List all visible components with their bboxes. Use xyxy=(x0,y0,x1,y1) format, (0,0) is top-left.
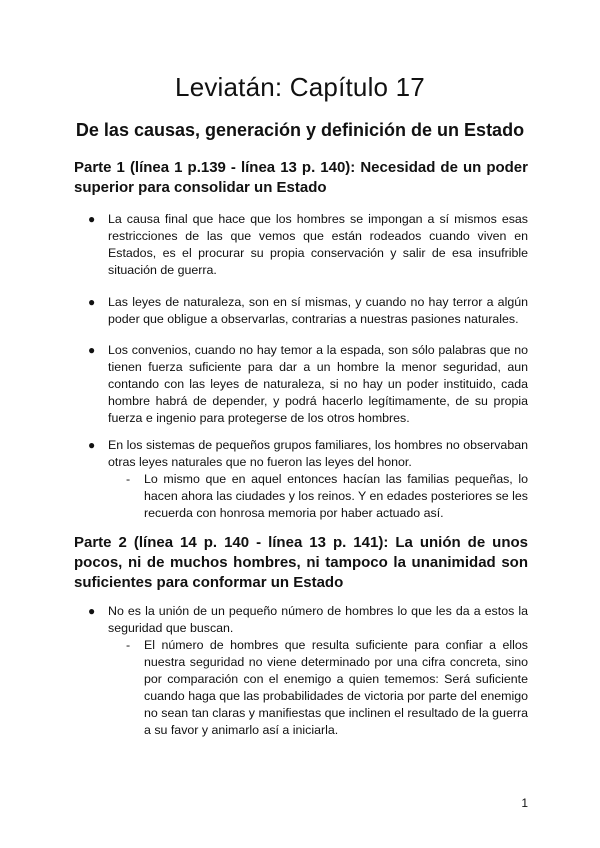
bullet-icon: ● xyxy=(88,295,96,309)
bullet-icon: ● xyxy=(88,604,96,618)
bullet-text: No es la unión de un pequeño número de hombres lo que les da a estos la seguridad que buscan. xyxy=(108,604,528,635)
section-heading-part2: Parte 2 (línea 14 p. 140 - línea 13 p. 141): La unión de unos pocos, ni de muchos hombres, ni tampoco la unanimidad son suficientes para conformar un Estado xyxy=(74,534,528,591)
part1-bullet-list xyxy=(74,437,528,522)
page-title: Leviatán: Capítulo 17 xyxy=(175,72,425,102)
bullet-text: La causa final que hace que los hombres se impongan a sí mismos esas restricciones de las que vemos que están rodeados cuando viven en Estados, es el procurar su propia conservación y salir de esa insufrible situación de guerra. xyxy=(108,212,528,277)
dash-icon: - xyxy=(126,638,131,652)
sub-item-text: El número de hombres que resulta suficiente para confiar a ellos nuestra seguridad no viene determinado por una cifra concreta, sino por comparación con el enemigo a quien tememos: Será suficiente cuando haga que las probabilidades de victoria por parte del enemigo no sean tan claras y manifiestas que inclinen el resultado de la guerra a su favor y animarlo así a iniciarla. xyxy=(144,638,528,737)
part1-bullet-list xyxy=(74,294,528,328)
list-item xyxy=(74,437,528,522)
part2-bullet-list xyxy=(74,603,528,739)
sub-list xyxy=(108,471,528,522)
part1-bullet-list xyxy=(74,342,528,427)
bullet-icon: ● xyxy=(88,212,96,226)
list-item xyxy=(74,342,528,427)
list-item xyxy=(74,294,528,328)
section-heading-part1: Parte 1 (línea 1 p.139 - línea 13 p. 140): Necesidad de un poder superior para consolidar un Estado xyxy=(74,159,528,196)
dash-icon: - xyxy=(126,472,131,486)
sub-list-item xyxy=(108,471,528,522)
list-item xyxy=(74,603,528,739)
bullet-text: Las leyes de naturaleza, son en sí mismas, y cuando no hay terror a algún poder que obligue a observarlas, contrarias a nuestras pasiones naturales. xyxy=(108,295,528,326)
page-number: 1 xyxy=(521,796,528,810)
bullet-icon: ● xyxy=(88,343,96,357)
list-item xyxy=(74,211,528,279)
part1-bullet-list xyxy=(74,211,528,279)
bullet-text: En los sistemas de pequeños grupos familiares, los hombres no observaban otras leyes naturales que no fueron las leyes del honor. xyxy=(108,438,528,469)
sub-item-text: Lo mismo que en aquel entonces hacían las familias pequeñas, lo hacen ahora las ciudades y los reinos. Y en edades posteriores se les recuerda con honrosa memoria por haber actuado así. xyxy=(144,472,528,520)
bullet-text: Los convenios, cuando no hay temor a la espada, son sólo palabras que no tienen fuerza suficiente para dar a un hombre la menor seguridad, aun contando con las leyes de naturaleza, si no hay un poder instituido, cada hombre habrá de depender, y podrá hacerlo legítimamente, de su propia fuerza e ingenio para protegerse de los otros hombres. xyxy=(108,343,528,425)
sub-list xyxy=(108,637,528,739)
bullet-icon: ● xyxy=(88,438,96,452)
page-subtitle: De las causas, generación y definición de un Estado xyxy=(75,120,525,140)
sub-list-item xyxy=(108,637,528,739)
